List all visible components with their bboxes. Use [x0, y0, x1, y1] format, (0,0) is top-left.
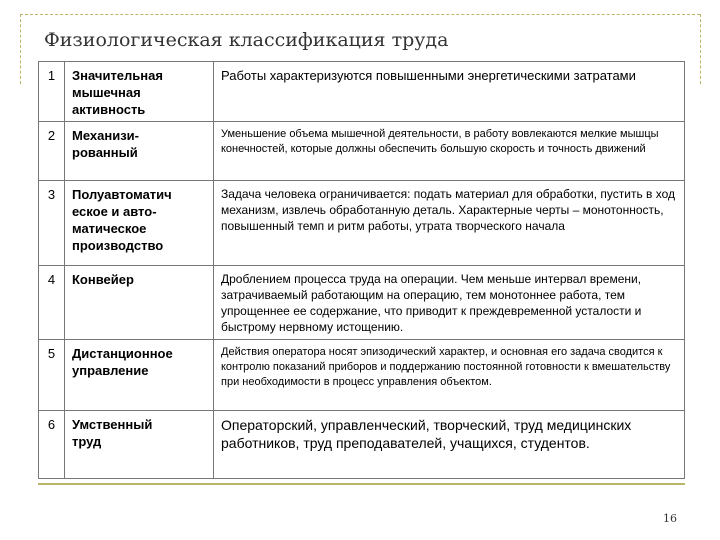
slide-title: Физиологическая классификация труда	[44, 29, 449, 51]
decorative-frame-top	[20, 14, 700, 15]
work-type: Полуавтоматич еское и авто- матическое производство	[65, 181, 214, 266]
work-description: Операторский, управленческий, творческий, труд медицинских работников, труд преподавателей, учащихся, студентов.	[214, 411, 685, 479]
table-row	[39, 411, 685, 479]
page-number: 16	[663, 512, 677, 525]
table-row	[39, 181, 685, 266]
work-type: Механизи- рованный	[65, 122, 214, 181]
work-type: Умственный труд	[65, 411, 214, 479]
row-number: 5	[39, 340, 65, 411]
work-type: Значительная мышечная активность	[65, 62, 214, 122]
work-description: Работы характеризуются повышенными энергетическими затратами	[214, 62, 685, 122]
footer-divider	[38, 483, 685, 485]
table-row	[39, 122, 685, 181]
row-number: 1	[39, 62, 65, 122]
table-row	[39, 266, 685, 340]
work-description: Действия оператора носят эпизодический характер, и основная его задача сводится к контролю показаний приборов и поддержанию постоянной готовности к вмешательству при необходимости в процесс управления объектом.	[214, 340, 685, 411]
work-description: Задача человека ограничивается: подать материал для обработки, пустить в ход механизм, извлечь обработанную деталь. Характерные черты – монотонность, повышенный темп и ритм работы, утрата творческого начала	[214, 181, 685, 266]
decorative-frame-right	[700, 14, 701, 84]
work-type: Конвейер	[65, 266, 214, 340]
row-number: 4	[39, 266, 65, 340]
row-number: 3	[39, 181, 65, 266]
classification-table	[38, 61, 685, 479]
work-type: Дистанционное управление	[65, 340, 214, 411]
table-row	[39, 62, 685, 122]
table-row	[39, 340, 685, 411]
decorative-frame-left	[20, 14, 21, 84]
work-description: Дроблением процесса труда на операции. Чем меньше интервал времени, затрачиваемый работающим на операцию, тем монотоннее работа, тем упрощеннее ее содержание, что приводит к преждевременной усталости и быстрому нервному истощению.	[214, 266, 685, 340]
row-number: 2	[39, 122, 65, 181]
work-description: Уменьшение объема мышечной деятельности, в работу вовлекаются мелкие мышцы конечностей, которые должны обеспечить большую скорость и точность движений	[214, 122, 685, 181]
row-number: 6	[39, 411, 65, 479]
